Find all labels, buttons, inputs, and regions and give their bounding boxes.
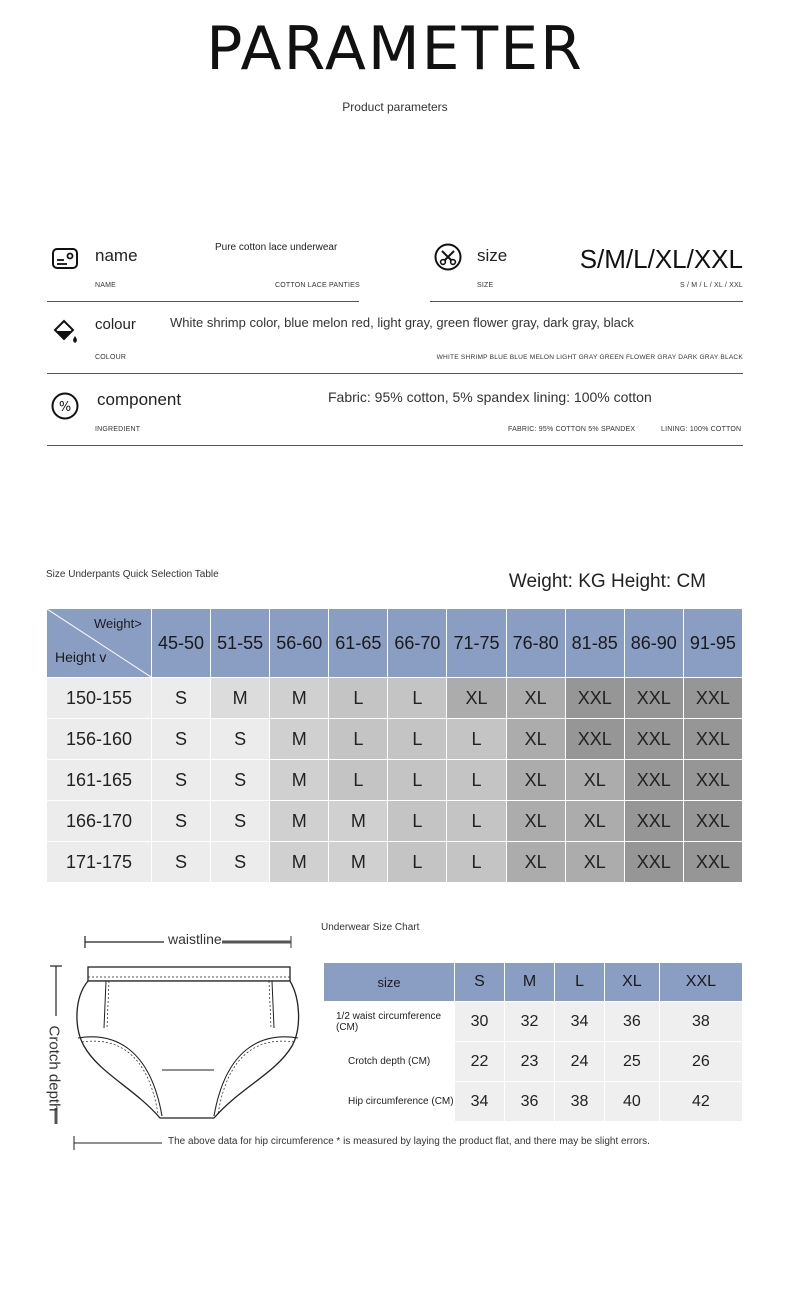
weight-header: 81-85 xyxy=(565,609,624,678)
colour-sub-label: COLOUR xyxy=(95,354,127,361)
size-cell: XL xyxy=(565,801,624,842)
size-cell: M xyxy=(270,678,329,719)
height-cell: 161-165 xyxy=(47,760,152,801)
size-cell: L xyxy=(388,801,447,842)
divider xyxy=(47,373,743,374)
table-row xyxy=(324,1042,743,1082)
size-header: XL xyxy=(605,963,660,1002)
measure-label: 1/2 waist circumference (CM) xyxy=(324,1002,455,1042)
size-cell: XL xyxy=(565,842,624,883)
size-cell: XXL xyxy=(683,719,742,760)
weight-header: 51-55 xyxy=(211,609,270,678)
table-header-row xyxy=(324,963,743,1002)
measure-cell: 36 xyxy=(605,1002,660,1042)
size-cell: L xyxy=(447,842,506,883)
height-cell: 166-170 xyxy=(47,801,152,842)
size-header: XXL xyxy=(659,963,742,1002)
measure-cell: 23 xyxy=(505,1042,555,1082)
weight-header: 66-70 xyxy=(388,609,447,678)
size-cell: XL xyxy=(506,719,565,760)
size-cell: L xyxy=(329,719,388,760)
colour-value: White shrimp color, blue melon red, light gray, green flower gray, dark gray, black xyxy=(170,315,634,330)
size-cell: XXL xyxy=(565,719,624,760)
size-cell: M xyxy=(329,801,388,842)
quick-table-caption: Size Underpants Quick Selection Table xyxy=(46,569,219,580)
size-cell: XXL xyxy=(683,678,742,719)
component-value: Fabric: 95% cotton, 5% spandex lining: 100% cotton xyxy=(328,389,652,405)
size-cell: XXL xyxy=(565,678,624,719)
page-title: PARAMETER xyxy=(206,14,584,84)
component-sub-label: INGREDIENT xyxy=(95,426,141,433)
size-header-label: size xyxy=(324,963,455,1002)
measure-cell: 36 xyxy=(505,1082,555,1122)
waistline-label: waistline xyxy=(168,931,222,947)
component-sub-value-fabric: FABRIC: 95% COTTON 5% SPANDEX xyxy=(508,426,636,433)
table-row xyxy=(324,1082,743,1122)
scissors-circle-icon xyxy=(434,243,462,271)
measure-cell: 24 xyxy=(555,1042,605,1082)
table-row xyxy=(47,719,743,760)
size-cell: L xyxy=(329,678,388,719)
size-cell: XL xyxy=(506,842,565,883)
size-label: size xyxy=(477,246,508,265)
divider xyxy=(47,445,743,446)
size-cell: S xyxy=(211,760,270,801)
size-cell: L xyxy=(329,760,388,801)
size-cell: M xyxy=(270,760,329,801)
size-cell: XL xyxy=(447,678,506,719)
height-cell: 171-175 xyxy=(47,842,152,883)
size-cell: M xyxy=(211,678,270,719)
size-cell: S xyxy=(211,842,270,883)
table-header-row xyxy=(47,609,743,678)
corner-weight-label: Weight> xyxy=(94,616,142,631)
height-cell: 156-160 xyxy=(47,719,152,760)
weight-header: 71-75 xyxy=(447,609,506,678)
size-cell: L xyxy=(447,801,506,842)
table-row xyxy=(47,801,743,842)
underwear-size-chart-table xyxy=(324,963,743,1122)
size-cell: L xyxy=(388,842,447,883)
table-row xyxy=(47,678,743,719)
tag-card-icon xyxy=(51,245,79,273)
size-cell: L xyxy=(388,760,447,801)
size-cell: XXL xyxy=(683,801,742,842)
colour-label: colour xyxy=(95,316,136,333)
size-cell: M xyxy=(270,719,329,760)
measure-cell: 34 xyxy=(555,1002,605,1042)
measure-cell: 38 xyxy=(555,1082,605,1122)
size-cell: M xyxy=(329,842,388,883)
measure-cell: 40 xyxy=(605,1082,660,1122)
weight-header: 61-65 xyxy=(329,609,388,678)
size-chart-caption: Underwear Size Chart xyxy=(321,922,420,933)
size-sub-label: SIZE xyxy=(477,282,494,289)
table-row xyxy=(47,842,743,883)
measure-cell: 25 xyxy=(605,1042,660,1082)
size-cell: L xyxy=(447,760,506,801)
footnote: The above data for hip circumference * is measured by laying the product flat, and there may be slight errors. xyxy=(168,1136,650,1147)
size-cell: L xyxy=(388,678,447,719)
size-sub-value: S / M / L / XL / XXL xyxy=(679,282,743,289)
size-header: L xyxy=(555,963,605,1002)
measure-cell: 30 xyxy=(455,1002,505,1042)
size-cell: M xyxy=(270,842,329,883)
weight-header: 56-60 xyxy=(270,609,329,678)
corner-height-label: Height v xyxy=(55,649,107,665)
size-cell: S xyxy=(152,678,211,719)
measure-cell: 42 xyxy=(659,1082,742,1122)
size-cell: S xyxy=(211,719,270,760)
size-cell: S xyxy=(152,801,211,842)
size-cell: XL xyxy=(565,760,624,801)
size-cell: XXL xyxy=(624,678,683,719)
svg-text:%: % xyxy=(58,400,72,415)
page-subtitle: Product parameters xyxy=(342,100,448,114)
weight-header: 91-95 xyxy=(683,609,742,678)
size-cell: XL xyxy=(506,678,565,719)
size-cell: XXL xyxy=(624,719,683,760)
name-label: name xyxy=(95,246,138,265)
crotch-depth-label: Crotch depth xyxy=(45,1025,63,1112)
size-cell: L xyxy=(388,719,447,760)
size-value: S/M/L/XL/XXL xyxy=(579,244,743,274)
percent-circle-icon xyxy=(51,392,79,420)
divider xyxy=(47,301,359,302)
table-row xyxy=(324,1002,743,1042)
quick-table-units: Weight: KG Height: CM xyxy=(508,571,706,592)
height-cell: 150-155 xyxy=(47,678,152,719)
size-cell: XXL xyxy=(624,760,683,801)
size-cell: XL xyxy=(506,760,565,801)
size-cell: S xyxy=(152,842,211,883)
weight-header: 76-80 xyxy=(506,609,565,678)
name-sub-value: COTTON LACE PANTIES xyxy=(275,282,360,289)
size-cell: XL xyxy=(506,801,565,842)
size-cell: XXL xyxy=(683,760,742,801)
size-cell: L xyxy=(447,719,506,760)
measure-cell: 26 xyxy=(659,1042,742,1082)
measure-label: Hip circumference (CM) xyxy=(324,1082,455,1122)
divider xyxy=(430,301,743,302)
measure-cell: 38 xyxy=(659,1002,742,1042)
table-row xyxy=(47,760,743,801)
table-corner-cell xyxy=(47,609,152,678)
name-value: Pure cotton lace underwear xyxy=(215,242,338,253)
size-header: S xyxy=(455,963,505,1002)
size-header: M xyxy=(505,963,555,1002)
measure-label: Crotch depth (CM) xyxy=(324,1042,455,1082)
size-cell: XXL xyxy=(624,842,683,883)
name-sub-label: NAME xyxy=(95,282,117,289)
size-cell: M xyxy=(270,801,329,842)
component-sub-value-lining: LINING: 100% COTTON xyxy=(661,426,742,433)
paint-bucket-icon xyxy=(51,318,79,346)
weight-header: 86-90 xyxy=(624,609,683,678)
size-cell: XXL xyxy=(624,801,683,842)
size-cell: S xyxy=(152,719,211,760)
component-label: component xyxy=(97,390,182,409)
measure-cell: 22 xyxy=(455,1042,505,1082)
measure-cell: 32 xyxy=(505,1002,555,1042)
colour-sub-value: WHITE SHRIMP BLUE BLUE MELON LIGHT GRAY GREEN FLOWER GRAY DARK GRAY BLACK xyxy=(436,354,743,361)
size-cell: S xyxy=(211,801,270,842)
weight-header: 45-50 xyxy=(152,609,211,678)
underwear-diagram xyxy=(44,928,306,1160)
size-cell: S xyxy=(152,760,211,801)
size-quick-selection-table xyxy=(47,609,743,883)
size-cell: XXL xyxy=(683,842,742,883)
measure-cell: 34 xyxy=(455,1082,505,1122)
